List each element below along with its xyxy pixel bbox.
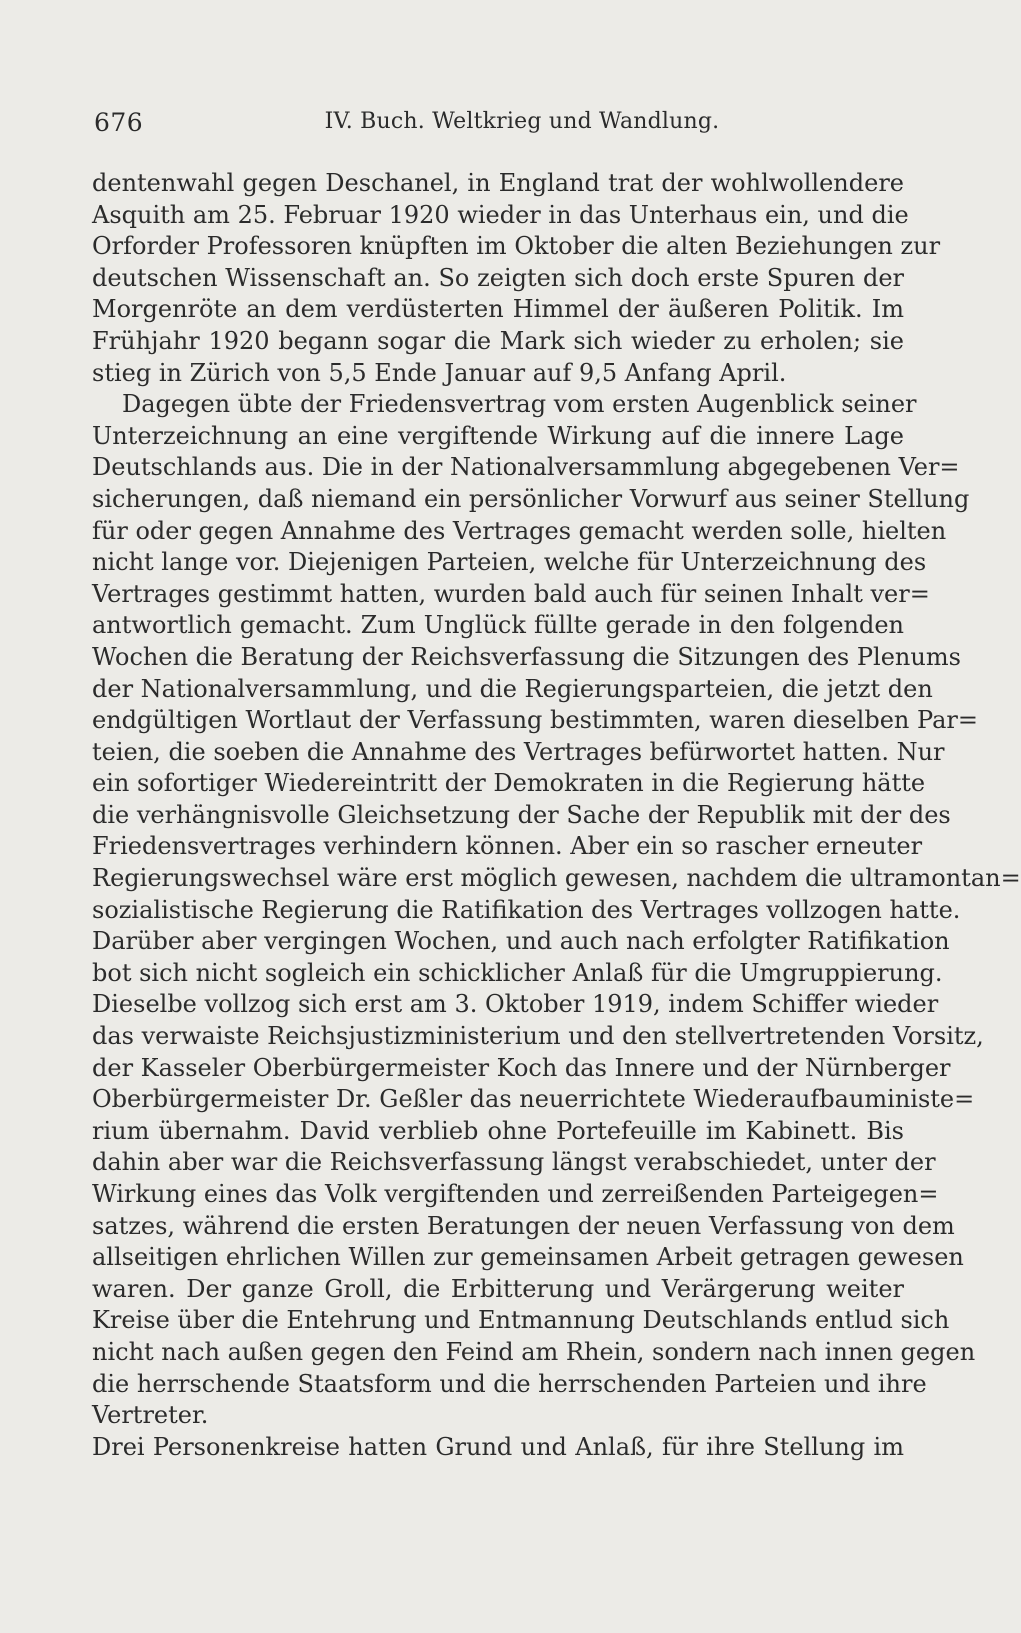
text-line: die herrschende Staatsform und die herrschenden Parteien und ihre <box>92 1369 927 1398</box>
text-line: Orforder Professoren knüpften im Oktober die alten Beziehungen zur <box>92 232 941 261</box>
text-line: für oder gegen Annahme des Vertrages gemacht werden solle, hielten <box>92 516 947 545</box>
text-line: Frühjahr 1920 begann sogar die Mark sich wieder zu erholen; sie <box>92 326 904 355</box>
text-line: nicht nach außen gegen den Feind am Rhein, sondern nach innen gegen <box>92 1337 976 1366</box>
text-line: deutschen Wissenschaft an. So zeigten sich doch erste Spuren der <box>92 263 904 292</box>
text-line: teien, die soeben die Annahme des Vertrages befürwortet hatten. Nur <box>92 737 945 766</box>
text-line: allseitigen ehrlichen Willen zur gemeinsamen Arbeit getragen gewesen <box>92 1243 964 1272</box>
text-line: nicht lange vor. Diejenigen Parteien, welche für Unterzeichnung des <box>92 548 927 577</box>
text-line: Regierungswechsel wäre erst möglich gewesen, nachdem die ultramontan= <box>92 864 1021 893</box>
text-line: die verhängnisvolle Gleichsetzung der Sache der Republik mit der des <box>92 800 951 829</box>
body-text <box>92 168 1021 1463</box>
text-line: Wirkung eines das Volk vergiftenden und zerreißenden Parteigegen= <box>92 1180 939 1208</box>
text-line: Dieselbe vollzog sich erst am 3. Oktober 1919, indem Schiffer wieder <box>92 990 939 1019</box>
text-line: Vertrages gestimmt hatten, wurden bald auch für seinen Inhalt ver= <box>92 579 930 608</box>
text-line: Vertreter. <box>92 1401 209 1430</box>
text-line: Oberbürgermeister Dr. Geßler das neuerrichtete Wiederaufbauministe= <box>92 1085 975 1114</box>
text-line: sozialistische Regierung die Ratifikation des Vertrages vollzogen hatte. <box>92 895 961 924</box>
page-number: 676 <box>94 108 144 137</box>
text-line: stieg in Zürich von 5,5 Ende Januar auf 9,5 Anfang April. <box>92 358 787 387</box>
text-line: bot sich nicht sogleich ein schicklicher Anlaß für die Umgruppierung. <box>92 958 943 987</box>
text-line: dahin aber war die Reichsverfassung längst verabschiedet, unter der <box>92 1148 936 1177</box>
text-line: Drei Personenkreise hatten Grund und Anlaß, für ihre Stellung im <box>92 1432 904 1461</box>
text-line: Deutschlands aus. Die in der Nationalversammlung abgegebenen Ver= <box>92 453 960 482</box>
text-line: Kreise über die Entehrung und Entmannung Deutschlands entlud sich <box>92 1306 950 1335</box>
text-line: endgültigen Wortlaut der Verfassung bestimmten, waren dieselben Par= <box>92 706 978 735</box>
text-line: Dagegen übte der Friedensvertrag vom ersten Augenblick seiner <box>122 390 917 419</box>
text-line: antwortlich gemacht. Zum Unglück füllte gerade in den folgenden <box>92 611 904 640</box>
text-line: waren. Der ganze Groll, die Erbitterung und Verärgerung weiter <box>92 1274 904 1303</box>
text-line: der Kasseler Oberbürgermeister Koch das Innere und der Nürnberger <box>92 1053 951 1082</box>
text-line: Unterzeichnung an eine vergiftende Wirkung auf die innere Lage <box>92 421 904 450</box>
running-head: IV. Buch. Weltkrieg und Wandlung. <box>324 109 720 134</box>
text-line: ein sofortiger Wiedereintritt der Demokraten in die Regierung hätte <box>92 769 926 798</box>
text-line: dentenwahl gegen Deschanel, in England trat der wohlwollendere <box>92 169 904 197</box>
text-line: der Nationalversammlung, und die Regierungsparteien, die jetzt den <box>92 674 933 703</box>
text-line: das verwaiste Reichsjustizministerium und den stellvertretenden Vorsitz, <box>92 1022 984 1051</box>
text-line: sicherungen, daß niemand ein persönlicher Vorwurf aus seiner Stellung <box>92 484 970 513</box>
text-line: Friedensvertrages verhindern können. Aber ein so rascher erneuter <box>92 832 923 861</box>
text-line: satzes, während die ersten Beratungen der neuen Verfassung von dem <box>92 1211 955 1240</box>
page-header <box>94 108 900 148</box>
text-line: Wochen die Beratung der Reichsverfassung die Sitzungen des Plenums <box>92 642 961 671</box>
text-line: Morgenröte an dem verdüsterten Himmel der äußeren Politik. Im <box>92 295 904 324</box>
text-line: Darüber aber vergingen Wochen, und auch nach erfolgter Ratifikation <box>92 927 950 956</box>
text-line: Asquith am 25. Februar 1920 wieder in das Unterhaus ein, und die <box>92 200 909 229</box>
text-line: rium übernahm. David verblieb ohne Portefeuille im Kabinett. Bis <box>92 1116 904 1145</box>
